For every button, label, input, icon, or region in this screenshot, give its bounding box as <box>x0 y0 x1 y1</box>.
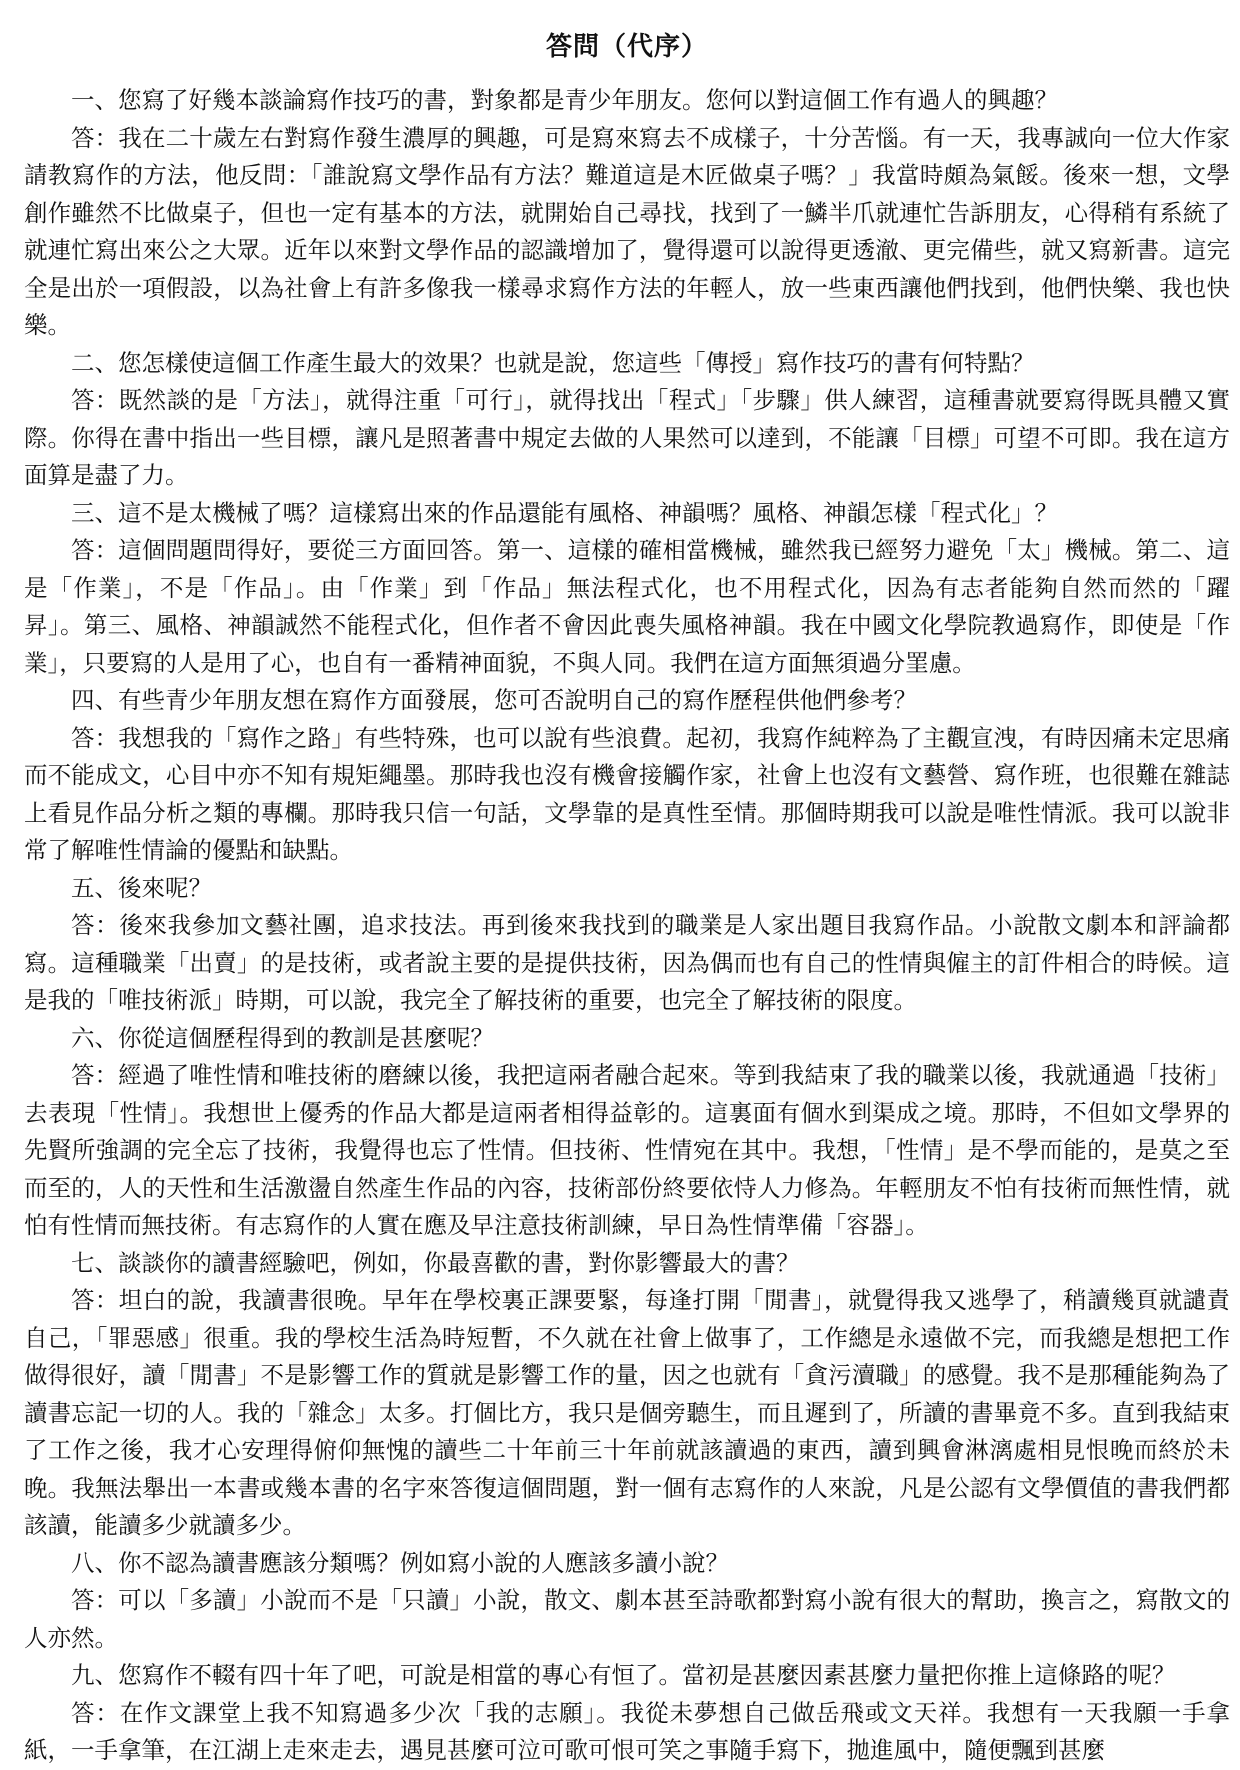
question-9: 九、您寫作不輟有四十年了吧，可說是相當的專心有恒了。當初是甚麼因素甚麼力量把你推上這條路的呢？ <box>71 1661 1176 1689</box>
answer-4: 答：我想我的「寫作之路」有些特殊，也可以說有些浪費。起初，我寫作純粹為了主觀宣洩，有時因痛未定思痛而不能成文，心目中亦不知有規矩繩墨。那時我也沒有機會接觸作家，社會上也沒有文藝營、寫作班，也很難在雜誌上看見作品分析之類的專欄。那時我只信一句話，文學靠的是真性至情。那個時期我可以說是唯性情派。我可以說非常了解唯性情論的優點和缺點。 <box>24 723 1230 864</box>
question-7: 七、談談你的讀書經驗吧，例如，你最喜歡的書，對你影響最大的書？ <box>71 1248 800 1277</box>
question-3: 三、這不是太機械了嗎？這樣寫出來的作品還能有風格、神韻嗎？風格、神韻怎樣「程式化」？ <box>71 498 1058 527</box>
document-body <box>24 82 1230 1770</box>
answer-3: 答：這個問題問得好，要從三方面回答。第一、這樣的確相當機械，雖然我已經努力避免「太」機械。第二、這是「作業」，不是「作品」。由「作業」到「作品」無法程式化，也不用程式化，因為有志者能夠自然而然的「躍昇」。第三、風格、神韻誠然不能程式化，但作者不會因此喪失風格神韻。我在中國文化學院教過寫作，即使是「作業」，只要寫的人是用了心，也自有一番精神面貌，不與人同。我們在這方面無須過分罣慮。 <box>24 536 1230 677</box>
question-8: 八、你不認為讀書應該分類嗎？例如寫小說的人應該多讀小說？ <box>71 1548 729 1577</box>
answer-5: 答：後來我參加文藝社團，追求技法。再到後來我找到的職業是人家出題目我寫作品。小說散文劇本和評論都寫。這種職業「出賣」的是技術，或者說主要的是提供技術，因為偶而也有自己的性情與僱主的訂件相合的時候。這是我的「唯技術派」時期，可以說，我完全了解技術的重要，也完全了解技術的限度。 <box>24 911 1230 1014</box>
answer-7: 答：坦白的說，我讀書很晚。早年在學校裏正課要緊，每逢打開「閒書」，就覺得我又逃學了，稍讀幾頁就譴責自己，「罪惡感」很重。我的學校生活為時短暫，不久就在社會上做事了，工作總是永遠做不完，而我總是想把工作做得很好，讀「閒書」不是影響工作的質就是影響工作的量，因之也就有「貪污瀆職」的感覺。我不是那種能夠為了讀書忘記一切的人。我的「雜念」太多。打個比方，我只是個旁聽生，而且遲到了，所讀的書畢竟不多。直到我結束了工作之後，我才心安理得俯仰無愧的讀些二十年前三十年前就該讀過的東西，讀到興會淋漓處相見恨晚而終於未晚。我無法舉出一本書或幾本書的名字來答復這個問題，對一個有志寫作的人來說，凡是公認有文學價值的書我們都該讀，能讀多少就讀多少。 <box>24 1286 1230 1539</box>
page-title: 答問（代序） <box>545 32 708 62</box>
answer-2: 答：既然談的是「方法」，就得注重「可行」，就得找出「程式」「步驟」供人練習，這種書就要寫得既具體又實際。你得在書中指出一些目標，讓凡是照著書中規定去做的人果然可以達到，不能讓「目標」可望不可即。我在這方面算是盡了力。 <box>24 386 1230 489</box>
question-2: 二、您怎樣使這個工作產生最大的效果？也就是說，您這些「傳授」寫作技巧的書有何特點？ <box>71 348 1035 377</box>
answer-9: 答：在作文課堂上我不知寫過多少次「我的志願」。我從未夢想自己做岳飛或文天祥。我想有一天我願一手拿紙，一手拿筆，在江湖上走來走去，遇見甚麼可泣可歌可恨可笑之事隨手寫下，拋進風中，隨便飄到甚麼 <box>24 1698 1230 1764</box>
question-6: 六、你從這個歷程得到的教訓是甚麼呢？ <box>71 1023 494 1052</box>
question-1: 一、您寫了好幾本談論寫作技巧的書，對象都是青少年朋友。您何以對這個工作有過人的興趣？ <box>71 86 1058 114</box>
answer-8: 答：可以「多讀」小說而不是「只讀」小說，散文、劇本甚至詩歌都對寫小說有很大的幫助，換言之，寫散文的人亦然。 <box>24 1586 1230 1652</box>
answer-6: 答：經過了唯性情和唯技術的磨練以後，我把這兩者融合起來。等到我結束了我的職業以後，我就通過「技術」去表現「性情」。我想世上優秀的作品大都是這兩者相得益彰的。這裏面有個水到渠成之境。那時，不但如文學界的先賢所強調的完全忘了技術，我覺得也忘了性情。但技術、性情宛在其中。我想，「性情」是不學而能的，是莫之至而至的，人的天性和生活激盪自然產生作品的內容，技術部份終要依恃人力修為。年輕朋友不怕有技術而無性情，就怕有性情而無技術。有志寫作的人實在應及早注意技術訓練，早日為性情準備「容器」。 <box>24 1061 1230 1239</box>
question-4: 四、有些青少年朋友想在寫作方面發展，您可否說明自己的寫作歷程供他們參考？ <box>71 686 917 714</box>
question-5: 五、後來呢？ <box>71 873 212 902</box>
answer-1: 答：我在二十歲左右對寫作發生濃厚的興趣，可是寫來寫去不成樣子，十分苦惱。有一天，我專誠向一位大作家請教寫作的方法，他反問：「誰說寫文學作品有方法？難道這是木匠做桌子嗎？」我當時頗為氣餒。後來一想，文學創作雖然不比做桌子，但也一定有基本的方法，就開始自己尋找，找到了一鱗半爪就連忙告訴朋友，心得稍有系統了就連忙寫出來公之大眾。近年以來對文學作品的認識增加了，覺得還可以說得更透澈、更完備些，就又寫新書。這完全是出於一項假設，以為社會上有許多像我一樣尋求寫作方法的年輕人，放一些東西讓他們找到，他們快樂、我也快樂。 <box>24 123 1230 339</box>
